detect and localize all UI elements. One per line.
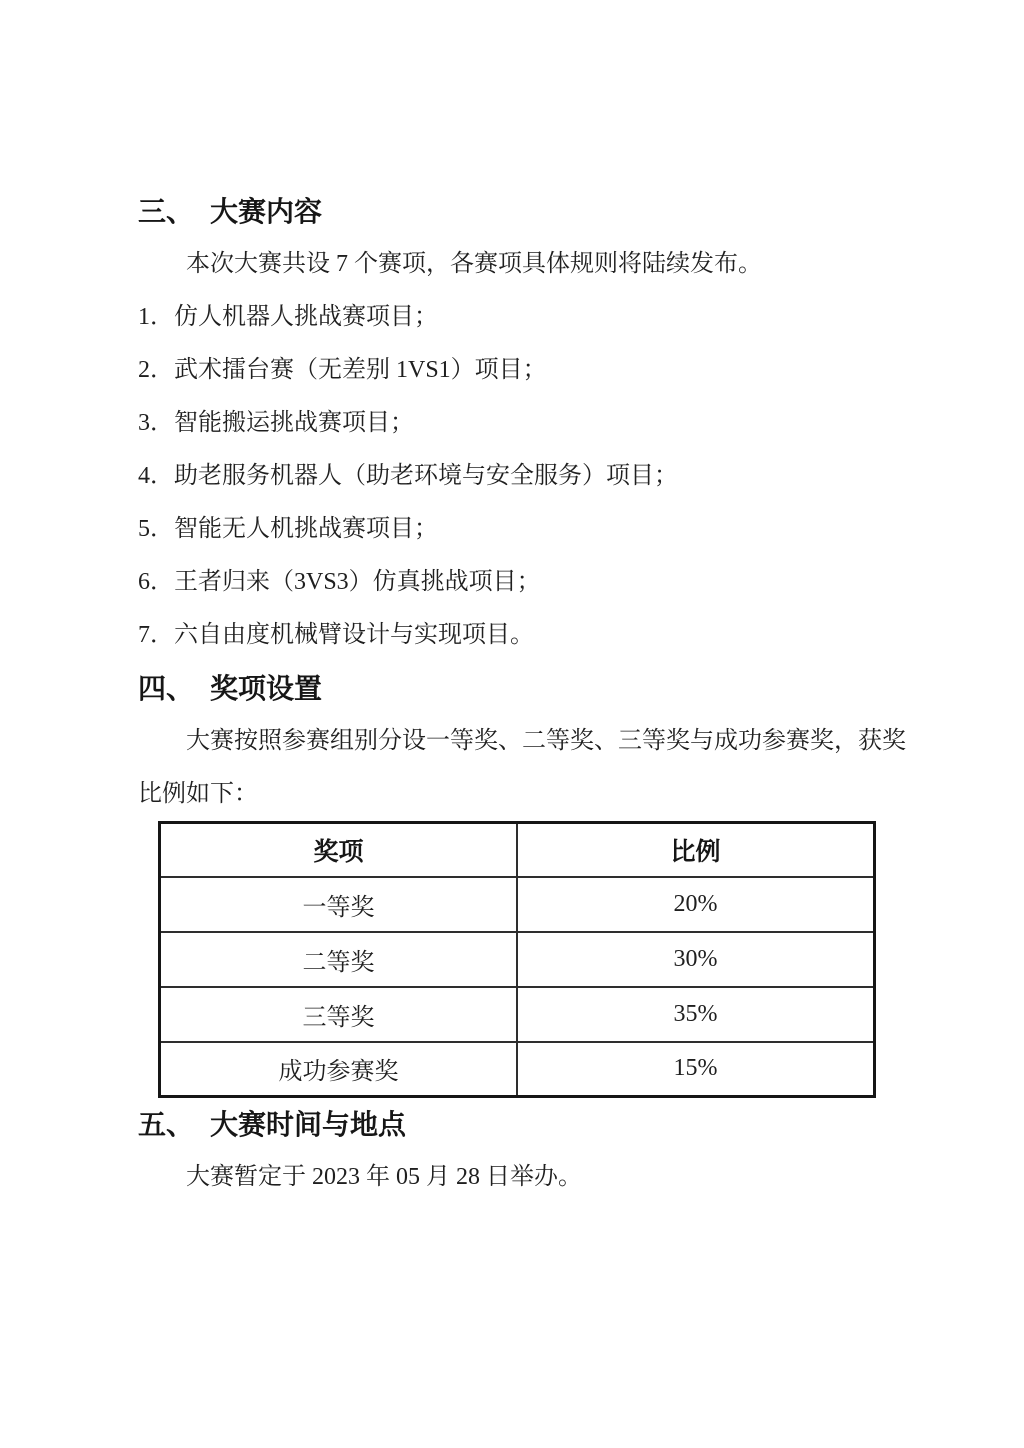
table-cell-ratio: 20% bbox=[517, 877, 875, 932]
table-cell-ratio: 35% bbox=[517, 987, 875, 1042]
table-cell-award: 一等奖 bbox=[160, 877, 518, 932]
section-3-title: 大赛内容 bbox=[210, 196, 323, 227]
awards-table-header bbox=[160, 823, 875, 877]
header-cell-ratio: 比例 bbox=[517, 823, 875, 877]
table-cell-ratio: 30% bbox=[517, 932, 875, 987]
contest-item-5: 5．智能无人机挑战赛项目； bbox=[138, 516, 438, 542]
awards-table bbox=[158, 821, 876, 1098]
contest-items-list bbox=[138, 291, 924, 662]
contest-item-4: 4．助老服务机器人（助老环境与安全服务）项目； bbox=[138, 463, 678, 489]
section-5-title: 大赛时间与地点 bbox=[210, 1109, 407, 1140]
table-cell-award: 成功参赛奖 bbox=[160, 1042, 518, 1097]
contest-item-1: 1．仿人机器人挑战赛项目； bbox=[138, 304, 438, 330]
contest-item-6: 6．王者归来（3VS3）仿真挑战项目； bbox=[138, 569, 541, 595]
table-row bbox=[160, 987, 875, 1042]
section-5-number: 五、 bbox=[138, 1109, 195, 1140]
table-cell-ratio: 15% bbox=[517, 1042, 875, 1097]
contest-item-2: 2．武术擂台赛（无差别 1VS1）项目； bbox=[138, 357, 547, 383]
section-3-intro: 本次大赛共设 7 个赛项，各赛项具体规则将陆续发布。 bbox=[186, 251, 762, 277]
table-cell-award: 二等奖 bbox=[160, 932, 518, 987]
section-5-heading bbox=[138, 1098, 924, 1151]
section-4-title: 奖项设置 bbox=[210, 673, 323, 704]
contest-item-3: 3．智能搬运挑战赛项目； bbox=[138, 410, 414, 436]
section-4-heading bbox=[138, 662, 924, 715]
awards-table-body bbox=[160, 877, 875, 1097]
table-row bbox=[160, 932, 875, 987]
table-cell-award: 三等奖 bbox=[160, 987, 518, 1042]
section-4-intro: 大赛按照参赛组别分设一等奖、二等奖、三等奖与成功参赛奖，获奖比例如下： bbox=[138, 728, 906, 807]
table-header-row bbox=[160, 823, 875, 877]
section-3-heading bbox=[138, 185, 924, 238]
header-cell-award: 奖项 bbox=[160, 823, 518, 877]
section-3-number: 三、 bbox=[138, 196, 195, 227]
contest-item-7: 7．六自由度机械臂设计与实现项目。 bbox=[138, 622, 534, 648]
section-5-body: 大赛暂定于 2023 年 05 月 28 日举办。 bbox=[186, 1164, 582, 1190]
table-row bbox=[160, 877, 875, 932]
table-row bbox=[160, 1042, 875, 1097]
section-4-number: 四、 bbox=[138, 673, 195, 704]
